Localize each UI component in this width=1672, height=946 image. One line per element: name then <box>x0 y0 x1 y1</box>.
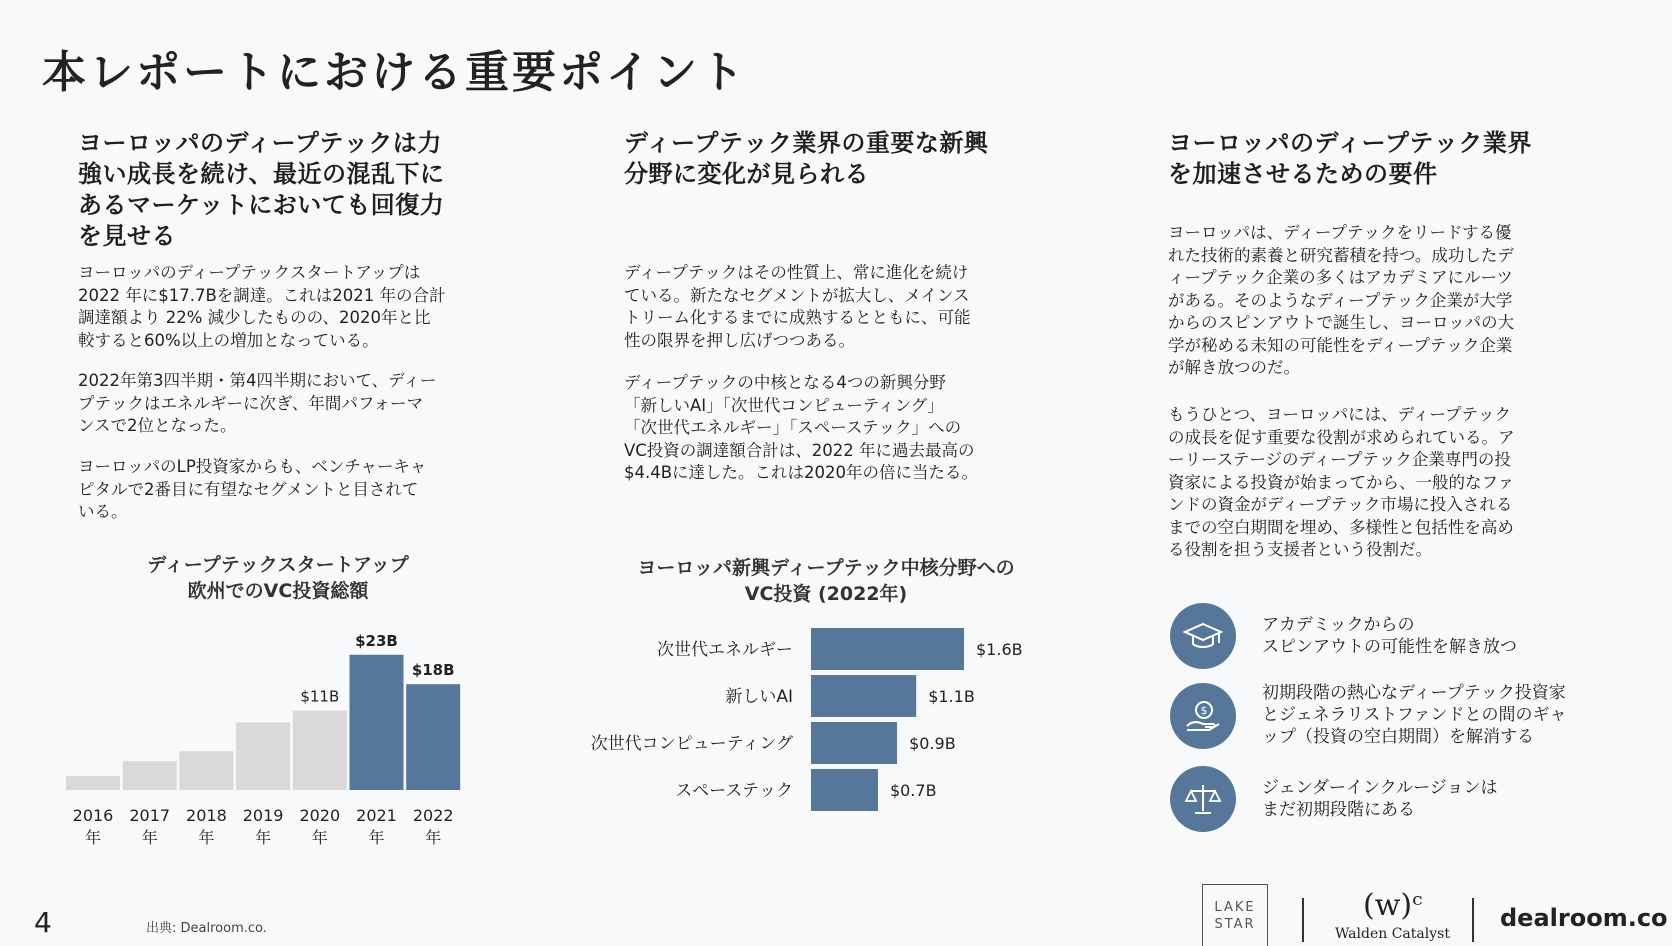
bar <box>811 628 964 670</box>
paragraph: ディープテックの中核となる4つの新興分野 「新しいAI」「次世代コンピューティング」 「次世代エネルギー」「スペーステック」への VC投資の調達額合計は、2022 年に過去最高の $4.4Bに達した。これは2020年の倍に当たる。 <box>624 373 979 482</box>
bar <box>350 655 404 790</box>
bar-value-label: $23B <box>355 631 398 650</box>
x-tick-label: 年 <box>141 828 158 847</box>
paragraph: ヨーロッパのLP投資家からも、ベンチャーキャ ピタルで2番目に有望なセグメントと目されて いる。 <box>78 457 427 521</box>
bar <box>293 711 347 790</box>
x-tick-label: 2020 <box>299 806 341 825</box>
category-label: 次世代エネルギー <box>657 640 793 660</box>
page-title: 本レポートにおける重要ポイント <box>42 47 747 98</box>
bar <box>811 675 916 717</box>
category-label: 新しいAI <box>725 687 793 707</box>
bar-value-label: $1.1B <box>928 687 975 706</box>
bar <box>811 722 897 764</box>
money-hand-icon <box>1170 683 1236 749</box>
emerging-sectors-bar-chart <box>550 628 1050 828</box>
category-label: 次世代コンピューティング <box>590 734 793 754</box>
column-heading: ヨーロッパのディープテック業界 を加速させるための要件 <box>1168 129 1532 188</box>
column-heading: ディープテック業界の重要な新興 分野に変化が見られる <box>624 129 989 188</box>
x-tick-label: 年 <box>84 828 102 847</box>
requirement-label: ジェンダーインクルージョンは まだ初期段階にある <box>1262 778 1498 820</box>
x-tick-label: 2018 <box>186 806 227 825</box>
x-tick-label: 2017 <box>129 806 171 825</box>
walden-catalyst-logo-mark: (w)ᶜ <box>1363 888 1423 923</box>
bar <box>811 769 878 811</box>
paragraph: ヨーロッパのディープテックスタートアップは 2022 年に$17.7Bを調達。これは2021 年の合計 調達額より 22% 減少したものの、2020年と比 較すると60%以上の増加となっている。 <box>78 263 446 350</box>
chart-title: ヨーロッパ新興ディープテック中核分野への VC投資 (2022年) <box>637 557 1015 605</box>
category-label: スペーステック <box>675 781 793 801</box>
requirement-label: アカデミックからの スピンアウトの可能性を解き放つ <box>1262 615 1517 657</box>
logo-divider <box>1302 898 1304 942</box>
logo-divider <box>1472 898 1474 942</box>
lake-star-logo: LAKE STAR <box>1202 884 1268 946</box>
x-tick-label: 2016 <box>72 806 114 825</box>
x-tick-label: 年 <box>311 828 328 847</box>
bar-value-label: $11B <box>300 687 340 706</box>
column-requirements <box>1168 128 1588 559</box>
x-tick-label: 年 <box>425 828 442 847</box>
bar <box>406 684 460 790</box>
page-number: 4 <box>34 906 52 939</box>
svg-text:$: $ <box>1200 704 1208 717</box>
bar-value-label: $0.9B <box>909 734 956 753</box>
column-emerging <box>624 128 1044 482</box>
paragraph: もうひとつ、ヨーロッパには、ディープテック の成長を促す重要な役割が求められている。ア ーリーステージのディープテック企業専門の投 資家による投資が始まってから、一般的なファ ンドの資金がディープテック市場に投入される までの空白期間を埋め、多様性と包括性を高め る役割を担う支援者という役割だ。 <box>1168 405 1515 559</box>
requirement-label: 初期段階の熱心なディープテック投資家 とジェネラリストファンドとの間のギャ ップ（投資の空白期間）を解消する <box>1262 683 1567 747</box>
dealroom-logo: dealroom.co <box>1500 904 1668 932</box>
x-tick-label: 年 <box>198 828 215 847</box>
scales-icon <box>1170 766 1236 832</box>
source-note: 出典: Dealroom.co. <box>146 921 267 936</box>
paragraph: 2022年第3四半期・第4四半期において、ディー プテックはエネルギーに次ぎ、年間パフォーマ ンスで2位となった。 <box>78 371 437 435</box>
bar <box>236 722 290 790</box>
x-tick-label: 2019 <box>242 806 284 825</box>
chart-title: ディープテックスタートアップ 欧州でのVC投資総額 <box>147 554 409 602</box>
x-tick-label: 年 <box>368 828 385 847</box>
graduation-cap-icon <box>1170 603 1236 669</box>
column-growth <box>78 128 498 521</box>
bar <box>66 776 120 790</box>
bar-value-label: $0.7B <box>889 781 937 800</box>
bar <box>123 761 177 790</box>
bar <box>179 751 233 790</box>
bar-value-label: $1.6B <box>976 640 1023 659</box>
paragraph: ヨーロッパは、ディープテックをリードする優 れた技術的素養と研究蓄積を持つ。成功したデ ィープテック企業の多くはアカデミアにルーツ がある。そのようなディープテック企業が大学 からのスピンアウトで誕生し、ヨーロッパの大 学が秘める未知の可能性をディープテック企業 が解き放つのだ。 <box>1168 223 1515 377</box>
x-tick-label: 2022 <box>412 806 454 825</box>
x-tick-label: 年 <box>255 828 272 847</box>
column-heading: ヨーロッパのディープテックは力 強い成長を続け、最近の混乱下に あるマーケットにおいても回復力 を見せる <box>78 129 445 250</box>
paragraph: ディープテックはその性質上、常に進化を続け ている。新たなセグメントが拡大し、メインス トリーム化するまでに成熟するとともに、可能 性の限界を押し広げつつある。 <box>624 263 971 350</box>
x-tick-label: 2021 <box>356 806 397 825</box>
bar-value-label: $18B <box>411 661 455 680</box>
walden-catalyst-logo-text: Walden Catalyst <box>1335 926 1450 942</box>
vc-total-bar-chart <box>62 620 502 860</box>
